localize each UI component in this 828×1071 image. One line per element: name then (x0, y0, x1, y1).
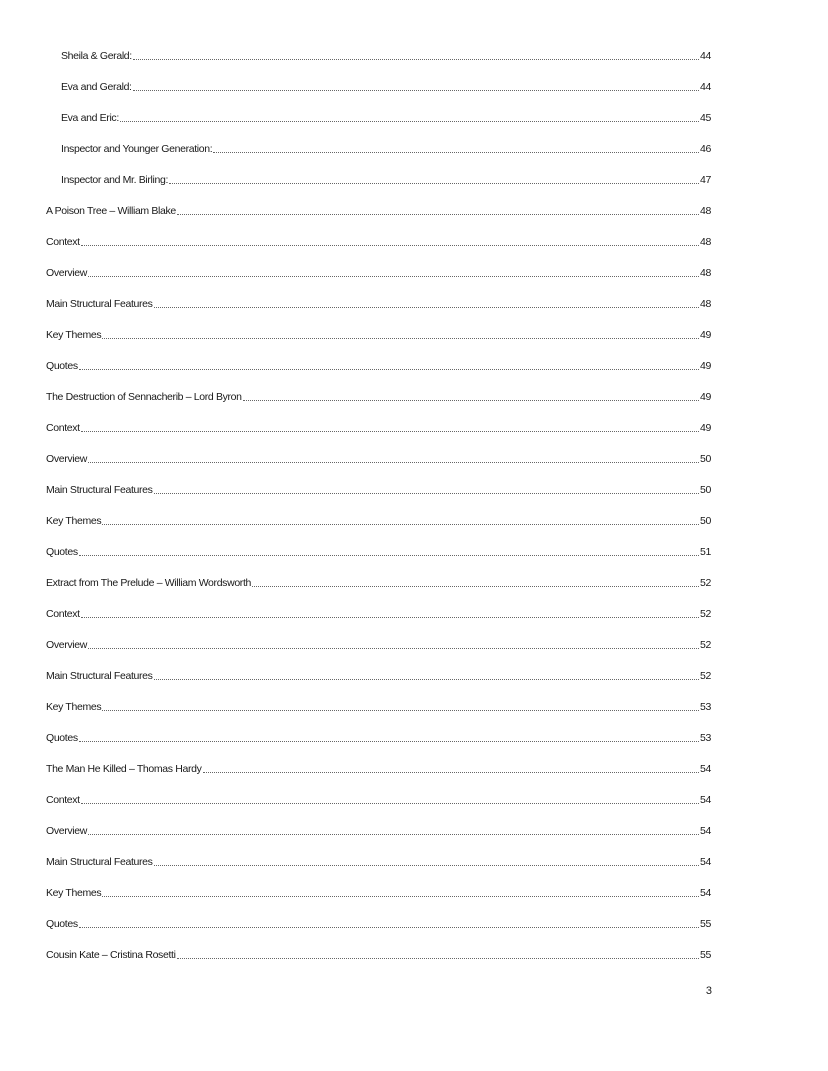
toc-entry-page: 53 (700, 701, 711, 713)
dot-leader (102, 337, 699, 339)
toc-entry[interactable] (46, 884, 711, 900)
dot-leader (154, 492, 699, 494)
toc-entry[interactable] (46, 915, 711, 931)
toc-entry[interactable] (46, 388, 711, 404)
toc-entry[interactable] (61, 78, 711, 94)
toc-entry[interactable] (46, 264, 711, 280)
toc-entry[interactable] (46, 481, 711, 497)
dot-leader (81, 616, 699, 618)
toc-entry-page: 55 (700, 918, 711, 930)
toc-entry-label: Eva and Eric: (61, 112, 119, 124)
dot-leader (177, 213, 699, 215)
toc-entry-page: 47 (700, 174, 711, 186)
toc-entry-label: Cousin Kate – Cristina Rosetti (46, 949, 176, 961)
toc-entry[interactable] (46, 636, 711, 652)
toc-entry-label: Context (46, 608, 80, 620)
toc-entry-label: Quotes (46, 918, 78, 930)
toc-entry-label: Main Structural Features (46, 298, 153, 310)
toc-entry-label: Key Themes (46, 887, 102, 899)
toc-entry[interactable] (46, 698, 711, 714)
toc-entry-page: 51 (700, 546, 711, 558)
toc-entry[interactable] (46, 326, 711, 342)
dot-leader (81, 430, 699, 432)
dot-leader (154, 678, 699, 680)
toc-entry-page: 52 (700, 670, 711, 682)
toc-entry[interactable] (46, 946, 711, 962)
toc-entry-label: Context (46, 236, 80, 248)
toc-entry-label: Quotes (46, 546, 78, 558)
toc-entry-page: 54 (700, 856, 711, 868)
dot-leader (243, 399, 699, 401)
dot-leader (81, 802, 699, 804)
toc-entry-page: 50 (700, 453, 711, 465)
toc-entry-label: Key Themes (46, 515, 102, 527)
page-number: 3 (705, 985, 712, 997)
toc-entry-page: 48 (700, 298, 711, 310)
toc-entry-page: 54 (700, 763, 711, 775)
toc-entry-label: Overview (46, 825, 87, 837)
toc-entry[interactable] (61, 109, 711, 125)
toc-entry-page: 44 (700, 81, 711, 93)
dot-leader (88, 833, 699, 835)
toc-entry-page: 45 (700, 112, 711, 124)
toc-entry[interactable] (46, 605, 711, 621)
toc-entry-page: 44 (700, 50, 711, 62)
dot-leader (133, 58, 699, 60)
toc-entry-label: Key Themes (46, 329, 102, 341)
toc-entry-page: 49 (700, 329, 711, 341)
toc-entry-label: Overview (46, 639, 87, 651)
toc-entry-label: Key Themes (46, 701, 102, 713)
toc-entry[interactable] (46, 295, 711, 311)
toc-entry[interactable] (46, 202, 711, 218)
dot-leader (88, 647, 699, 649)
toc-entry[interactable] (61, 171, 711, 187)
dot-leader (88, 275, 699, 277)
toc-entry[interactable] (46, 667, 711, 683)
toc-entry-page: 48 (700, 267, 711, 279)
toc-entry-label: Quotes (46, 732, 78, 744)
toc-entry-label: Context (46, 422, 80, 434)
dot-leader (213, 151, 699, 153)
dot-leader (120, 120, 699, 122)
dot-leader (169, 182, 699, 184)
toc-entry-page: 48 (700, 236, 711, 248)
toc-entry-page: 52 (700, 639, 711, 651)
dot-leader (79, 368, 699, 370)
dot-leader (102, 895, 699, 897)
toc-entry-label: Eva and Gerald: (61, 81, 132, 93)
dot-leader (154, 306, 699, 308)
toc-entry-label: Overview (46, 267, 87, 279)
toc-entry[interactable] (61, 140, 711, 156)
toc-entry-page: 55 (700, 949, 711, 961)
toc-entry-page: 54 (700, 794, 711, 806)
toc-entry-page: 53 (700, 732, 711, 744)
toc-entry-page: 46 (700, 143, 711, 155)
toc-entry[interactable] (46, 574, 711, 590)
toc-entry-page: 49 (700, 391, 711, 403)
dot-leader (88, 461, 699, 463)
toc-entry-label: Extract from The Prelude – William Wordsworth (46, 577, 252, 589)
toc-entry-page: 52 (700, 608, 711, 620)
toc-entry-page: 48 (700, 205, 711, 217)
dot-leader (102, 523, 699, 525)
toc-entry-page: 49 (700, 422, 711, 434)
toc-entry-label: Inspector and Mr. Birling: (61, 174, 169, 186)
toc-entry-label: Quotes (46, 360, 78, 372)
toc-entry-page: 49 (700, 360, 711, 372)
dot-leader (81, 244, 699, 246)
toc-entry-label: The Destruction of Sennacherib – Lord Byron (46, 391, 242, 403)
toc-entry-page: 50 (700, 484, 711, 496)
toc-entry[interactable] (46, 419, 711, 435)
toc-entry[interactable] (46, 853, 711, 869)
toc-entry[interactable] (46, 233, 711, 249)
dot-leader (79, 926, 699, 928)
toc-entry-label: The Man He Killed – Thomas Hardy (46, 763, 202, 775)
toc-entry[interactable] (46, 729, 711, 745)
toc-entry[interactable] (46, 450, 711, 466)
toc-entry[interactable] (46, 512, 711, 528)
toc-entry-label: A Poison Tree – William Blake (46, 205, 176, 217)
toc-entry[interactable] (46, 822, 711, 838)
toc-entry[interactable] (46, 543, 711, 559)
dot-leader (79, 740, 699, 742)
toc-entry[interactable] (61, 47, 711, 63)
toc-entry[interactable] (46, 357, 711, 373)
toc-entry[interactable] (46, 760, 711, 776)
toc-entry-label: Overview (46, 453, 87, 465)
dot-leader (177, 957, 699, 959)
dot-leader (154, 864, 699, 866)
toc-entry-label: Main Structural Features (46, 484, 153, 496)
toc-entry-label: Main Structural Features (46, 670, 153, 682)
toc-entry-page: 52 (700, 577, 711, 589)
toc-entry-page: 54 (700, 825, 711, 837)
toc-entry-label: Context (46, 794, 80, 806)
toc-entry-label: Main Structural Features (46, 856, 153, 868)
dot-leader (79, 554, 699, 556)
toc-entry-page: 54 (700, 887, 711, 899)
toc-entry[interactable] (46, 791, 711, 807)
dot-leader (252, 585, 699, 587)
dot-leader (203, 771, 700, 773)
dot-leader (102, 709, 699, 711)
toc-entry-label: Sheila & Gerald: (61, 50, 132, 62)
toc-entry-page: 50 (700, 515, 711, 527)
toc-entry-label: Inspector and Younger Generation: (61, 143, 213, 155)
dot-leader (133, 89, 699, 91)
